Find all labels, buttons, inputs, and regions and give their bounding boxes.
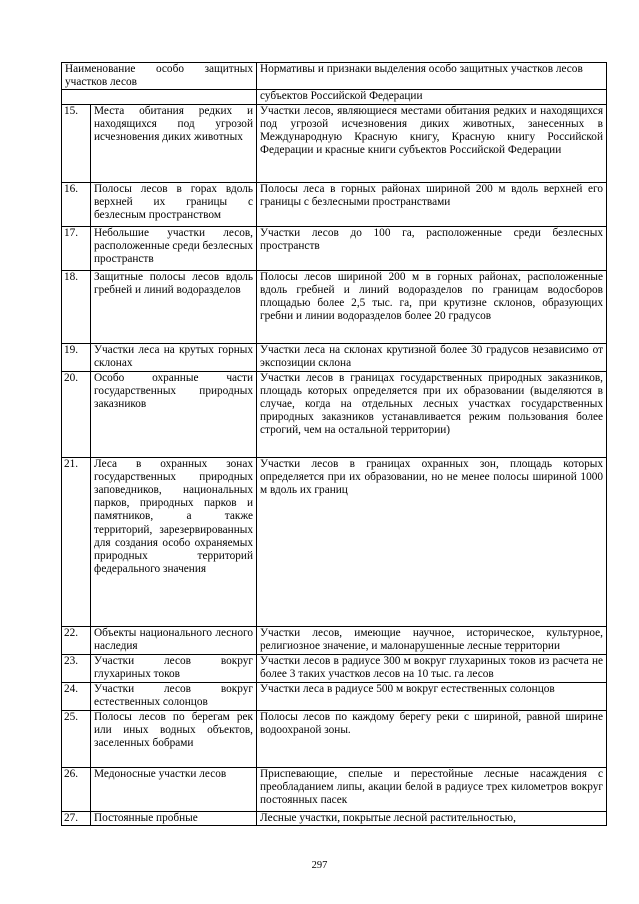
row-desc: Полосы лесов шириной 200 м в горных районах, расположенные вдоль гребней и линий водоразделов по границам водосборов площадью более 2,5 тыс. га, при крутизне склонов, образующих гребни и линии водоразделов более 20 градусов [257, 270, 607, 343]
header-desc-cell: Нормативы и признаки выделения особо защитных участков лесов [257, 63, 607, 90]
row-name: Небольшие участки лесов, расположенные среди безлесных пространств [91, 226, 257, 270]
row-desc: Приспевающие, спелые и перестойные лесные насаждения с преобладанием липы, акации белой в радиусе трех километров вокруг постоянных пасек [257, 767, 607, 811]
row-number: 23. [62, 654, 91, 682]
table-row [62, 343, 607, 371]
row-number: 22. [62, 626, 91, 654]
continuation-desc-cell: субъектов Российской Федерации [257, 90, 607, 104]
row-name: Постоянные пробные [91, 811, 257, 825]
row-desc: Полосы леса в горных районах шириной 200 м вдоль верхней его границы с безлесными пространствами [257, 182, 607, 226]
row-name: Медоносные участки лесов [91, 767, 257, 811]
row-desc: Участки лесов, имеющие научное, историческое, культурное, религиозное значение, и малонарушенные лесные территории [257, 626, 607, 654]
row-name: Полосы лесов по берегам рек или иных водных объектов, заселенных бобрами [91, 710, 257, 767]
row-desc: Участки лесов в границах охранных зон, площадь которых определяется при их образовании, но не менее полосы шириной 1000 м вдоль их границ [257, 457, 607, 626]
continuation-empty-cell [62, 90, 257, 104]
table-row [62, 767, 607, 811]
table-row [62, 270, 607, 343]
row-desc: Участки леса на склонах крутизной более 30 градусов независимо от экспозиции склона [257, 343, 607, 371]
table-row [62, 811, 607, 825]
row-number: 16. [62, 182, 91, 226]
continuation-row [62, 90, 607, 104]
row-number: 17. [62, 226, 91, 270]
row-name: Особо охранные части государственных природных заказников [91, 371, 257, 457]
table-row [62, 710, 607, 767]
row-number: 19. [62, 343, 91, 371]
row-desc: Лесные участки, покрытые лесной растительностью, [257, 811, 607, 825]
row-name: Полосы лесов в горах вдоль верхней их границы с безлесным пространством [91, 182, 257, 226]
row-name: Объекты национального лесного наследия [91, 626, 257, 654]
row-name: Участки леса на крутых горных склонах [91, 343, 257, 371]
table-row [62, 104, 607, 182]
table-row [62, 682, 607, 710]
table-row [62, 371, 607, 457]
table-row [62, 226, 607, 270]
row-number: 21. [62, 457, 91, 626]
row-name: Леса в охранных зонах государственных природных заповедников, национальных парков, природных парков и памятников, а также территорий, зарезервированных для создания особо охраняемых природных территорий федерального значения [91, 457, 257, 626]
row-desc: Участки лесов в границах государственных природных заказников, площадь которых определяется при их образовании (выделяются в случае, когда на отдельных лесных участках государственных природных заказников устанавливается режим пользования более строгий, чем на остальной территории) [257, 371, 607, 457]
row-number: 24. [62, 682, 91, 710]
header-name-cell: Наименование особо защитных участков лесов [62, 63, 257, 90]
table-row [62, 626, 607, 654]
row-number: 15. [62, 104, 91, 182]
row-name: Участки лесов вокруг глухариных токов [91, 654, 257, 682]
page-number: 297 [311, 860, 328, 871]
row-number: 26. [62, 767, 91, 811]
row-desc: Участки лесов, являющиеся местами обитания редких и находящихся под угрозой исчезновения диких животных, занесенных в Международную Красную книгу, Красную книгу Российской Федерации и красные книги субъектов Российской Федерации [257, 104, 607, 182]
row-name: Места обитания редких и находящихся под угрозой исчезновения диких животных [91, 104, 257, 182]
row-number: 27. [62, 811, 91, 825]
row-name: Защитные полосы лесов вдоль гребней и линий водоразделов [91, 270, 257, 343]
row-number: 20. [62, 371, 91, 457]
table-row [62, 457, 607, 626]
row-number: 25. [62, 710, 91, 767]
row-number: 18. [62, 270, 91, 343]
table-row [62, 654, 607, 682]
row-desc: Полосы лесов по каждому берегу реки с шириной, равной ширине водоохраной зоны. [257, 710, 607, 767]
row-desc: Участки лесов в радиусе 300 м вокруг глухариных токов из расчета не более 3 таких участков лесов на 10 тыс. га лесов [257, 654, 607, 682]
row-desc: Участки леса в радиусе 500 м вокруг естественных солонцов [257, 682, 607, 710]
row-name: Участки лесов вокруг естественных солонцов [91, 682, 257, 710]
protected-forest-table [61, 62, 607, 826]
table-row [62, 182, 607, 226]
row-desc: Участки лесов до 100 га, расположенные среди безлесных пространств [257, 226, 607, 270]
table-header-row [62, 63, 607, 90]
